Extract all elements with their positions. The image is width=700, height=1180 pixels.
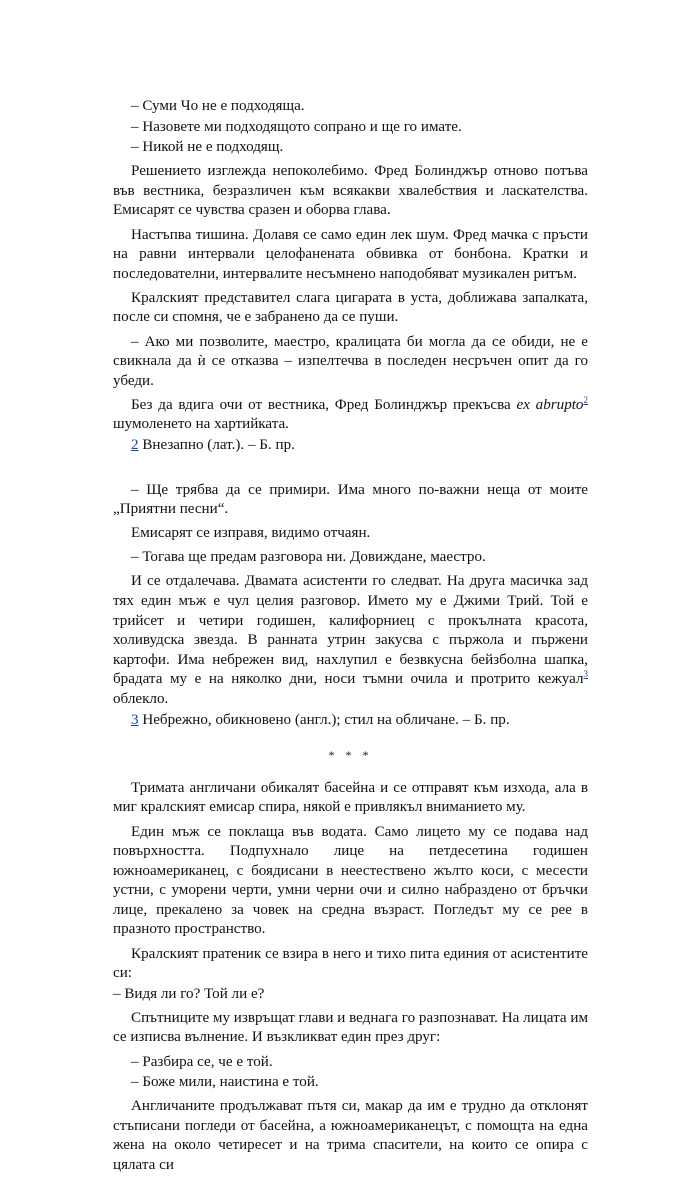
paragraph: Емисарят се изправя, видимо отчаян. xyxy=(131,525,371,542)
paragraph: – Тогава ще предам разговора ни. Довиждане, маестро. xyxy=(131,549,486,566)
paragraph: – Ако ми позволите, маестро, кралицата би могла да се обиди, не е свикнала да ѝ се отказва – изпелтечва в последен несръчен опит да го убеди. xyxy=(113,333,588,389)
footnote-text: Внезапно (лат.). – Б. пр. xyxy=(138,437,295,453)
dialogue-line: – Разбира се, че е той. xyxy=(131,1053,273,1070)
paragraph: Един мъж се поклаща във водата. Само лицето му се подава над повърхността. Подпухнало лице на петдесетина годишен южноамериканец, с боядисани в неестествено жълто коси, с месести устни, с уморени черти, умни черни очи и силно набраздено от бръчки лице, прекалено за човек на средна възраст. Погледът му се рее в празното пространство. xyxy=(113,823,588,938)
footnote-3 xyxy=(113,711,588,731)
paragraph: Кралският представител слага цигарата в уста, доближава запалката, после си спомня, че е забранено да се пуши. xyxy=(113,289,588,326)
paragraph: Настъпва тишина. Долавя се само един лек шум. Фред мачка с пръсти на равни интервали целофанената обвивка от бонбона. Кратки и последователни, интервалите несъмнено наподобяват музикален ритъм. xyxy=(113,226,588,282)
text-run: Без да вдига очи от вестника, Фред Болинджър прекъсва xyxy=(131,396,517,413)
dialogue-line: – Видя ли го? Той ли е? xyxy=(113,985,265,1002)
paragraph: Англичаните продължават пътя си, макар да им е трудно да отклонят стъписани погледи от басейна, а южноамериканецът, с помощта на една жена на около четиресет и на трима спасители, на които се опира с цялата си xyxy=(113,1098,588,1173)
footnote-number-link[interactable]: 2 xyxy=(131,437,139,453)
paragraph: Тримата англичани обикалят басейна и се отправят към изхода, ала в миг кралският емисар спира, някой е привлякъл вниманието му. xyxy=(113,779,588,816)
footnote-ref-3[interactable]: 3 xyxy=(583,669,588,680)
footnote-number-link[interactable]: 3 xyxy=(131,711,139,728)
italic-term: ex abrupto xyxy=(516,396,584,413)
dialogue-line: – Суми Чо не е подходяща. xyxy=(131,98,305,114)
footnote-text: Небрежно, обикновено (англ.); стил на обличане. – Б. пр. xyxy=(138,711,510,728)
dialogue-line: – Боже мили, наистина е той. xyxy=(131,1074,319,1091)
paragraph xyxy=(113,396,588,435)
document-page xyxy=(113,97,588,1180)
footnote-2 xyxy=(113,436,588,456)
text-run: облекло. xyxy=(113,691,169,708)
dialogue-line: – Никой не е подходящ. xyxy=(131,139,284,156)
paragraph: Решението изглежда непоколебимо. Фред Болинджър отново потъва във вестника, безразличен към всякакви хвалебствия и ласкателства. Емисарят се чувства сразен и оборва глава. xyxy=(113,163,588,219)
text-run: шумоленето на хартийката. xyxy=(113,416,289,433)
text-run: И се отдалечава. Двамата асистенти го следват. На друга масичка зад тях един мъж е чул целия разговор. Името му е Джими Трий. Той е трийсет и четири годишен, калифорниец с прокълнатa красота, холивудска звезда. В ранната утрин закусва с пържола и пържени картофи. Има небрежен вид, нахлупил е безвкусна бейзболна шапка, брадата му е на няколко дни, носи тъмни очила и протрито кежуал xyxy=(113,573,588,688)
paragraph xyxy=(113,572,588,709)
section-separator: * * * xyxy=(328,748,373,763)
spacer xyxy=(113,456,588,481)
paragraph: Спътниците му извръщат глави и веднага го разпознават. На лицата им се изписва вълнение. И възкликват един през друг: xyxy=(113,1009,588,1046)
footnote-ref-2[interactable]: 2 xyxy=(583,394,588,405)
paragraph: Кралският пратеник се взира в него и тихо пита единия от асистентите си: xyxy=(113,945,588,982)
dialogue-line: – Назовете ми подходящото сопрано и ще го имате. xyxy=(131,118,462,135)
paragraph: – Ще трябва да се примири. Има много по-важни неща от моите „Приятни песни“. xyxy=(113,481,588,518)
